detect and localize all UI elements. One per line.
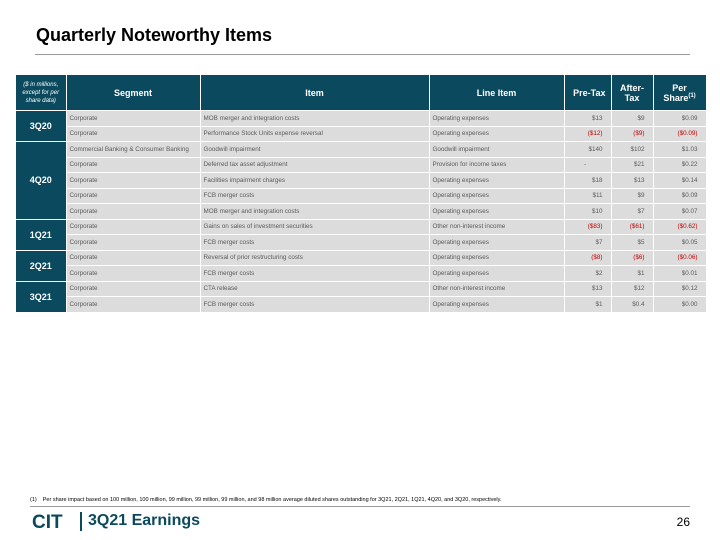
table-row bbox=[16, 266, 706, 282]
after-tax-header: After-Tax bbox=[611, 75, 653, 111]
per-share-cell: $0.01 bbox=[653, 266, 706, 282]
table-row bbox=[16, 173, 706, 189]
item-cell: FCB merger costs bbox=[200, 266, 429, 282]
per-share-cell: $0.12 bbox=[653, 281, 706, 297]
pre-tax-cell: $140 bbox=[564, 142, 611, 158]
quarter-label: 4Q20 bbox=[16, 142, 66, 220]
table-row bbox=[16, 204, 706, 220]
footnote-text: Per share impact based on 100 million, 100 million, 99 million, 99 million, 99 million, and 98 million average diluted shares outstanding for 3Q21, 2Q21, 1Q21, 4Q20, and 3Q20, respectively. bbox=[42, 497, 502, 503]
unit-header: ($ in millions, except for per share data) bbox=[16, 75, 66, 111]
pre-tax-cell: $10 bbox=[564, 204, 611, 220]
quarter-label: 1Q21 bbox=[16, 219, 66, 250]
after-tax-cell: ($61) bbox=[611, 219, 653, 235]
item-cell: MOB merger and integration costs bbox=[200, 111, 429, 127]
segment-cell: Corporate bbox=[66, 219, 200, 235]
table-body bbox=[16, 111, 706, 313]
pre-tax-cell: ($12) bbox=[564, 126, 611, 142]
line-item-cell: Provision for income taxes bbox=[429, 157, 564, 173]
table-row bbox=[16, 235, 706, 251]
line-item-cell: Goodwill impairment bbox=[429, 142, 564, 158]
page-title: Quarterly Noteworthy Items bbox=[36, 25, 273, 45]
footnote bbox=[30, 497, 502, 503]
item-cell: Goodwill impairment bbox=[200, 142, 429, 158]
line-item-cell: Operating expenses bbox=[429, 111, 564, 127]
table-row bbox=[16, 111, 706, 127]
item-cell: FCB merger costs bbox=[200, 235, 429, 251]
table-row bbox=[16, 219, 706, 235]
per-share-cell: ($0.06) bbox=[653, 250, 706, 266]
per-share-cell: $1.03 bbox=[653, 142, 706, 158]
table-header-row bbox=[16, 75, 706, 111]
line-item-cell: Operating expenses bbox=[429, 204, 564, 220]
segment-cell: Corporate bbox=[66, 157, 200, 173]
footer-separator bbox=[80, 512, 82, 531]
per-share-cell: $0.09 bbox=[653, 188, 706, 204]
segment-cell: Corporate bbox=[66, 204, 200, 220]
pre-tax-cell: $13 bbox=[564, 111, 611, 127]
after-tax-cell: $102 bbox=[611, 142, 653, 158]
after-tax-cell: ($9) bbox=[611, 126, 653, 142]
page-number: 26 bbox=[676, 515, 690, 529]
table-row bbox=[16, 188, 706, 204]
segment-cell: Corporate bbox=[66, 126, 200, 142]
per-share-cell: $0.14 bbox=[653, 173, 706, 189]
line-item-cell: Operating expenses bbox=[429, 297, 564, 313]
per-share-cell: ($0.62) bbox=[653, 219, 706, 235]
per-share-cell: $0.09 bbox=[653, 111, 706, 127]
per-share-cell: $0.22 bbox=[653, 157, 706, 173]
per-share-cell: ($0.09) bbox=[653, 126, 706, 142]
pre-tax-cell: $18 bbox=[564, 173, 611, 189]
after-tax-cell: $21 bbox=[611, 157, 653, 173]
footer-title: 3Q21 Earnings bbox=[88, 512, 201, 529]
segment-cell: Corporate bbox=[66, 111, 200, 127]
pre-tax-cell: $7 bbox=[564, 235, 611, 251]
segment-cell: Commercial Banking & Consumer Banking bbox=[66, 142, 200, 158]
pre-tax-cell: $13 bbox=[564, 281, 611, 297]
line-item-header: Line Item bbox=[429, 75, 564, 111]
table-row bbox=[16, 142, 706, 158]
line-item-cell: Operating expenses bbox=[429, 250, 564, 266]
logo-text: CIT bbox=[32, 512, 63, 530]
per-share-cell: $0.00 bbox=[653, 297, 706, 313]
pre-tax-cell: $2 bbox=[564, 266, 611, 282]
footnote-mark: (1) bbox=[30, 497, 37, 503]
title-divider bbox=[35, 54, 690, 55]
line-item-cell: Other non-interest income bbox=[429, 219, 564, 235]
segment-cell: Corporate bbox=[66, 173, 200, 189]
segment-cell: Corporate bbox=[66, 235, 200, 251]
table-row bbox=[16, 157, 706, 173]
per-share-cell: $0.05 bbox=[653, 235, 706, 251]
footer-divider bbox=[30, 506, 690, 507]
after-tax-cell: $7 bbox=[611, 204, 653, 220]
segment-cell: Corporate bbox=[66, 281, 200, 297]
after-tax-cell: $5 bbox=[611, 235, 653, 251]
pre-tax-cell: - bbox=[564, 157, 611, 173]
item-cell: MOB merger and integration costs bbox=[200, 204, 429, 220]
line-item-cell: Operating expenses bbox=[429, 266, 564, 282]
item-cell: CTA release bbox=[200, 281, 429, 297]
quarter-label: 3Q21 bbox=[16, 281, 66, 312]
item-cell: Performance Stock Units expense reversal bbox=[200, 126, 429, 142]
table-row bbox=[16, 297, 706, 313]
pre-tax-cell: ($8) bbox=[564, 250, 611, 266]
segment-cell: Corporate bbox=[66, 266, 200, 282]
per-share-header bbox=[653, 75, 706, 111]
per-share-footnote-ref: (1) bbox=[688, 92, 696, 99]
after-tax-cell: $13 bbox=[611, 173, 653, 189]
segment-cell: Corporate bbox=[66, 297, 200, 313]
segment-cell: Corporate bbox=[66, 250, 200, 266]
per-share-label: Per Share bbox=[663, 82, 689, 103]
pre-tax-cell: $11 bbox=[564, 188, 611, 204]
after-tax-cell: $1 bbox=[611, 266, 653, 282]
line-item-cell: Operating expenses bbox=[429, 235, 564, 251]
pre-tax-header: Pre-Tax bbox=[564, 75, 611, 111]
item-cell: Reversal of prior restructuring costs bbox=[200, 250, 429, 266]
after-tax-cell: $9 bbox=[611, 111, 653, 127]
line-item-cell: Operating expenses bbox=[429, 126, 564, 142]
item-cell: Deferred tax asset adjustment bbox=[200, 157, 429, 173]
item-cell: FCB merger costs bbox=[200, 297, 429, 313]
per-share-cell: $0.07 bbox=[653, 204, 706, 220]
pre-tax-cell: ($83) bbox=[564, 219, 611, 235]
quarter-label: 2Q21 bbox=[16, 250, 66, 281]
item-cell: FCB merger costs bbox=[200, 188, 429, 204]
after-tax-cell: $12 bbox=[611, 281, 653, 297]
pre-tax-cell: $1 bbox=[564, 297, 611, 313]
line-item-cell: Operating expenses bbox=[429, 173, 564, 189]
quarter-label: 3Q20 bbox=[16, 111, 66, 142]
line-item-cell: Operating expenses bbox=[429, 188, 564, 204]
line-item-cell: Other non-interest income bbox=[429, 281, 564, 297]
item-cell: Gains on sales of investment securities bbox=[200, 219, 429, 235]
table-row bbox=[16, 281, 706, 297]
cit-logo bbox=[32, 512, 78, 530]
after-tax-cell: ($6) bbox=[611, 250, 653, 266]
segment-cell: Corporate bbox=[66, 188, 200, 204]
after-tax-cell: $0.4 bbox=[611, 297, 653, 313]
item-header: Item bbox=[200, 75, 429, 111]
segment-header: Segment bbox=[66, 75, 200, 111]
item-cell: Facilities impairment charges bbox=[200, 173, 429, 189]
table-row bbox=[16, 126, 706, 142]
table-row bbox=[16, 250, 706, 266]
after-tax-cell: $9 bbox=[611, 188, 653, 204]
noteworthy-items-table bbox=[16, 75, 707, 313]
